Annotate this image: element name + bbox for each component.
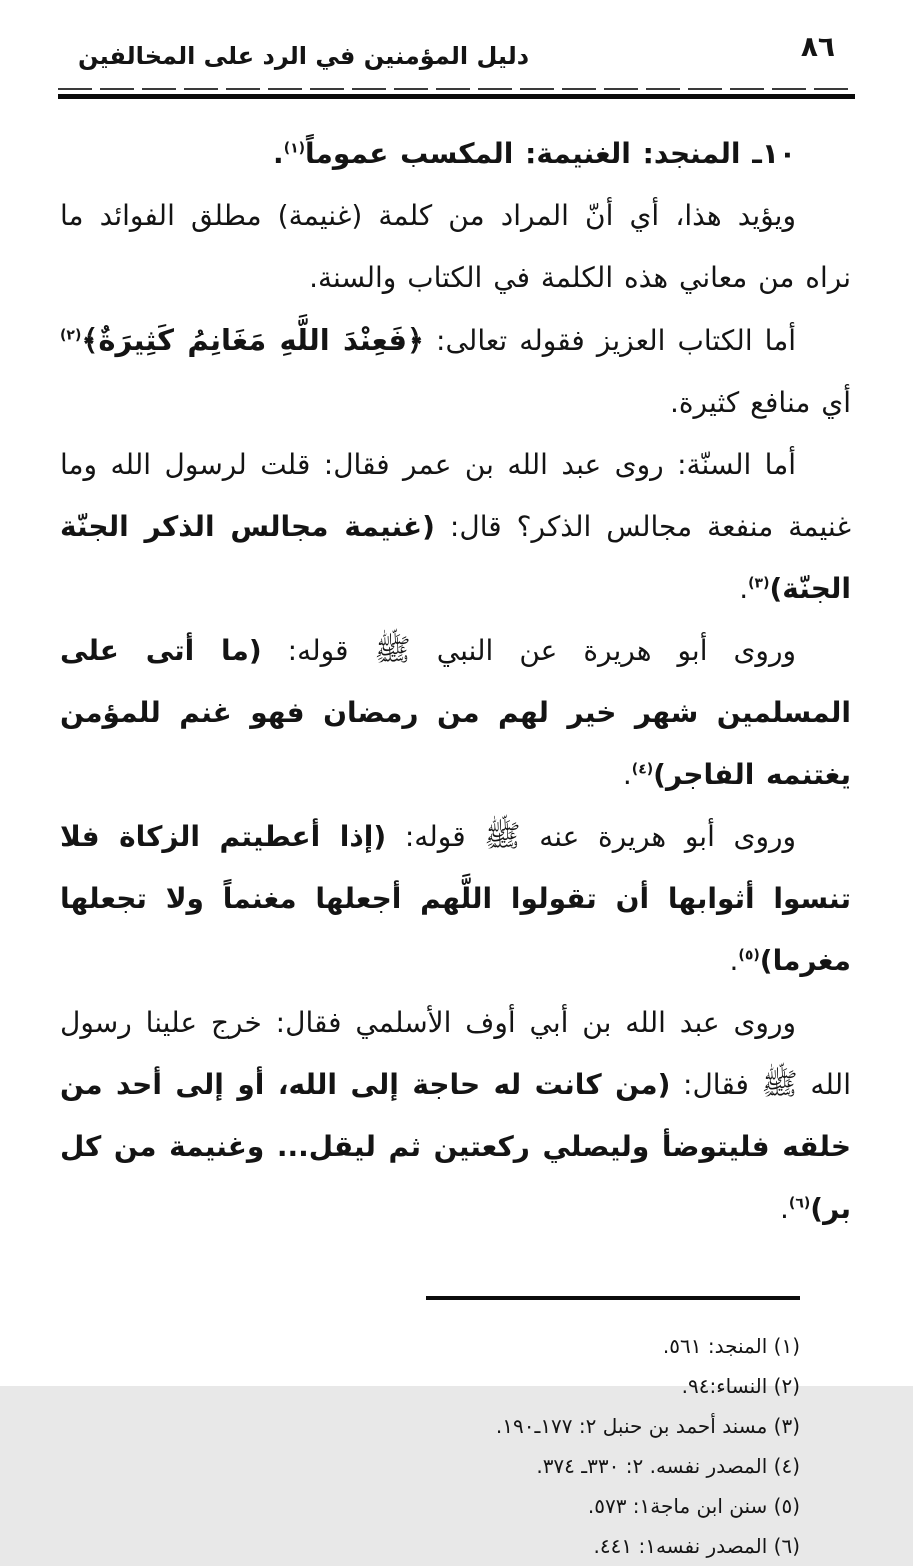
text-segment: (غنيمة مجالس الذكر الجنّة الجنّة) bbox=[60, 510, 851, 605]
text-segment: قوله: bbox=[386, 820, 485, 853]
text-segment: (ما أتى على المسلمين شهر خير لهم من رمضان فهو غنم للمؤمن يغتنمه الفاجر) bbox=[60, 634, 851, 791]
para-munjid-definition bbox=[60, 123, 851, 185]
footnote-reference: (٦) bbox=[788, 1195, 811, 1212]
para-explanation bbox=[60, 185, 851, 309]
footnote-item: (٤) المصدر نفسه. ٢: ٣٣٠ـ ٣٧٤. bbox=[536, 1454, 800, 1478]
page-body bbox=[60, 123, 851, 1240]
footnote-item: (٥) سنن ابن ماجة١: ٥٧٣. bbox=[587, 1494, 800, 1518]
text-segment: ﴿فَعِنْدَ اللَّهِ مَغَانِمُ كَثِيرَةٌ﴾ bbox=[81, 323, 424, 357]
header-rules bbox=[58, 88, 855, 99]
para-hadith-abu-hurayra-2 bbox=[60, 806, 851, 992]
text-segment: وروى عبد الله بن أبي أوف الأسلمي فقال: خرج علينا رسول الله bbox=[60, 1006, 851, 1101]
para-sunnah-ibn-umar bbox=[60, 434, 851, 620]
para-hadith-abu-hurayra-1 bbox=[60, 620, 851, 806]
text-segment: أما السنّة: روى عبد الله بن عمر فقال: قلت لرسول الله وما غنيمة منفعة مجالس الذكر؟ قال: bbox=[60, 448, 852, 543]
text-segment: ١٠ـ المنجد: الغنيمة: المكسب عموماً bbox=[305, 137, 796, 170]
footnotes-section bbox=[60, 1326, 800, 1566]
page-number: ٨٦ bbox=[800, 30, 835, 63]
footnote-reference: (١) bbox=[283, 140, 306, 157]
text-segment: ويؤيد هذا، أي أنّ المراد من كلمة (غنيمة) مطلق الفوائد ما نراه من معاني هذه الكلمة في الكتاب والسنة. bbox=[60, 199, 851, 294]
footnote-reference: (٣) bbox=[748, 575, 770, 592]
text-segment: أي منافع كثيرة. bbox=[669, 386, 851, 419]
footnote-separator bbox=[426, 1296, 800, 1300]
footnote-item: (١) المنجد: ٥٦١. bbox=[662, 1334, 800, 1358]
text-segment: (إذا أعطيتم الزكاة فلا تنسوا أثوابها أن تقولوا اللَّهم أجعلها مغنماً ولا تجعلها مغرما) bbox=[60, 820, 851, 977]
pbuh-symbol: ﷺ bbox=[761, 1067, 798, 1102]
text-segment: وروى أبو هريرة عنه bbox=[520, 820, 797, 853]
pbuh-symbol: ﷺ bbox=[374, 633, 411, 668]
para-hadith-ibn-abi-awf bbox=[60, 992, 851, 1240]
text-segment: فقال: bbox=[670, 1068, 762, 1101]
text-segment: (من كانت له حاجة إلى الله، أو إلى أحد من خلقه فليتوضأ وليصلي ركعتين ثم ليقل... وغنيمة من كل بر) bbox=[60, 1068, 851, 1225]
text-segment: قوله: bbox=[261, 634, 375, 667]
header-rule-thick bbox=[58, 94, 855, 99]
page-header bbox=[0, 28, 913, 86]
text-segment: . bbox=[622, 758, 632, 791]
text-segment: وروى أبو هريرة عن النبي bbox=[410, 634, 796, 667]
header-rule-thin bbox=[58, 88, 855, 90]
footnote-reference: (٥) bbox=[738, 947, 760, 964]
text-segment: . bbox=[273, 137, 284, 170]
footnote-item: (٦) المصدر نفسه١: ٤٤١. bbox=[593, 1534, 800, 1558]
pbuh-symbol: ﷺ bbox=[484, 819, 521, 854]
footnote-item: (٢) النساء:٩٤. bbox=[681, 1374, 800, 1398]
footnote-item: (٣) مسند أحمد بن حنبل ٢: ١٧٧ـ١٩٠. bbox=[495, 1414, 800, 1438]
text-segment: . bbox=[739, 572, 749, 605]
text-segment: . bbox=[729, 944, 739, 977]
book-title: دليل المؤمنين في الرد على المخالفين bbox=[78, 42, 530, 70]
text-segment: . bbox=[780, 1192, 789, 1225]
para-quran-citation bbox=[60, 309, 851, 434]
footnote-reference: (٤) bbox=[631, 761, 654, 778]
footnote-reference: (٢) bbox=[60, 327, 82, 344]
text-segment: أما الكتاب العزيز فقوله تعالى: bbox=[423, 324, 796, 357]
